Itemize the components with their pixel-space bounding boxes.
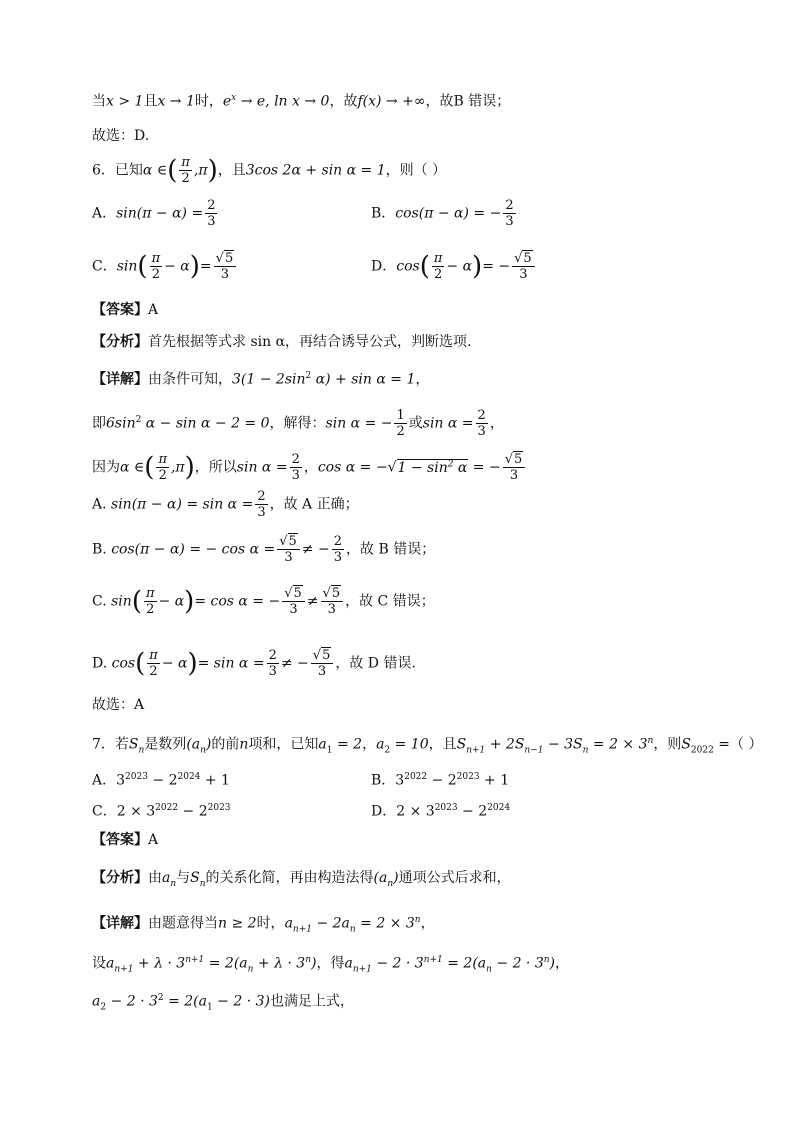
math: = — [199, 258, 212, 275]
math: S — [456, 736, 467, 753]
math: a — [284, 915, 293, 932]
math: − 2 — [147, 772, 178, 789]
text: ，故 D 错误. — [335, 655, 416, 672]
fraction: $\frac{√5}{3}$ — [512, 251, 535, 282]
math: sin α = — [236, 459, 288, 476]
option-c-q7 — [92, 798, 231, 822]
math-sup: x — [231, 93, 237, 103]
fraction: $\frac{2}{3}$ — [257, 489, 266, 520]
math: sin α = — [422, 415, 474, 432]
math: = 10 — [390, 736, 429, 753]
option-label: A． — [92, 772, 117, 789]
text: 或 — [408, 415, 423, 432]
math: 2 × 3 — [396, 803, 435, 820]
math: − 2 · 3 — [491, 955, 544, 972]
math-sup: 2023 — [125, 772, 148, 782]
math: cos α = − — [317, 459, 388, 476]
text: 由 — [148, 870, 162, 886]
detail-tag: 【详解】 — [92, 915, 148, 932]
math: − 2 · 3 — [371, 955, 424, 972]
question-6 — [92, 155, 446, 186]
option-label: C. — [92, 593, 107, 610]
fraction: $\frac{2}{3}$ — [477, 408, 486, 439]
math-sup: 2 — [135, 414, 142, 425]
math: − 3S — [543, 736, 583, 753]
fraction: $\frac{\pi}{2}$ — [145, 586, 155, 617]
math: ) — [549, 955, 555, 972]
math-sup: n — [543, 955, 550, 965]
math: − α — [161, 655, 188, 672]
math: cos — [396, 258, 420, 275]
text: ， — [489, 415, 504, 432]
option-label: D． — [371, 803, 397, 820]
detail-q7 — [92, 910, 435, 939]
text: 是数列 — [144, 736, 187, 753]
math: α ∈ — [142, 162, 168, 179]
math-sup: 2022 — [404, 772, 428, 782]
fraction: $\frac{√5}{3}$ — [277, 534, 300, 565]
math: n ≥ 2 — [218, 915, 257, 932]
math: cos — [111, 655, 136, 672]
math: 3 — [395, 772, 405, 789]
option-b-q7 — [371, 767, 509, 791]
option-b-q6 — [371, 198, 518, 229]
math: = sin α = — [197, 655, 265, 672]
option-label: B. — [92, 541, 107, 558]
text: 的关系化简，再由构造法得 — [205, 870, 374, 886]
option-a-q7 — [92, 767, 230, 791]
math: a — [92, 993, 101, 1010]
math-sub: n — [170, 878, 177, 889]
option-label: A. — [92, 496, 107, 513]
math-sub: 2 — [384, 745, 391, 756]
math-sup: 2023 — [456, 772, 480, 782]
text: 的前 — [211, 736, 240, 753]
math-sub: 1 — [326, 745, 333, 756]
math: a — [318, 736, 327, 753]
math: α ∈ — [120, 459, 145, 476]
math: sin(π − α) = — [116, 205, 204, 222]
math: sin α = − — [325, 415, 393, 432]
radical: $1 - \sin^2 \alpha$ — [397, 458, 468, 476]
fraction: $\frac{√5}{3}$ — [311, 648, 334, 679]
solve-line-1 — [92, 408, 504, 439]
math: + λ · 3 — [253, 955, 306, 972]
math: ) — [205, 736, 212, 753]
detail-q6 — [92, 366, 429, 390]
math-sup: n — [305, 955, 311, 965]
math: − 2 · 3) — [212, 993, 270, 1010]
math: (a — [373, 870, 388, 886]
text: ，故 B 错误； — [346, 541, 436, 558]
text: ，且 — [217, 162, 246, 179]
analysis-q7 — [92, 868, 511, 894]
option-label: D. — [92, 655, 108, 672]
math-sup: 2023 — [434, 803, 458, 813]
text: 即 — [92, 415, 106, 432]
fraction: $\frac{\pi}{2}$ — [433, 251, 443, 282]
math: + λ · 3 — [133, 955, 186, 972]
fraction: $\frac{2}{3}$ — [207, 198, 216, 229]
math: + 1 — [200, 772, 230, 789]
math: = 2(a — [204, 955, 248, 972]
math: a — [162, 870, 171, 886]
text: 且 — [143, 93, 158, 110]
math: n — [239, 736, 249, 753]
math-sub: 1 — [206, 1002, 213, 1013]
math: − 2 — [457, 803, 488, 820]
math: = 2 × 3 — [355, 915, 415, 932]
math: + 2S — [485, 736, 525, 753]
math-sub: 2 — [100, 1002, 107, 1013]
text: 时， — [256, 915, 285, 932]
math: a — [344, 955, 353, 972]
math-sup: n+1 — [185, 955, 205, 965]
answer-q7 — [92, 830, 158, 850]
math-sup: 2022 — [155, 803, 179, 813]
math: e — [222, 93, 232, 110]
select-d-line: 故选：D. — [92, 128, 150, 144]
math: → e, ln x → 0 — [236, 93, 330, 110]
math-sub: n−1 — [524, 745, 544, 756]
fraction: $\frac{\pi}{2}$ — [149, 648, 158, 679]
answer-value: A — [148, 302, 159, 318]
math: = − — [468, 459, 501, 476]
solve-line-2: 因为α ∈( $\frac{\pi}{2}$ ,π)，所以sin α = $\frac{2}{3}$ ，$\cos \alpha = -√1 - \sin^2 \alpha$ = − $\frac{√5}{3}$ — [92, 452, 527, 483]
text: ， — [415, 371, 430, 388]
math: sin(π − α) = sin α = — [111, 496, 254, 513]
math: − 2 — [178, 803, 208, 820]
math: α − sin α − 2 = 0 — [141, 415, 270, 432]
text: ，得 — [316, 955, 345, 972]
line-limit-case — [92, 88, 510, 112]
text: ，故 C 错误； — [345, 593, 435, 610]
analysis-tag: 【分析】 — [92, 334, 148, 350]
fraction: $\frac{1}{2}$ — [396, 408, 405, 439]
text: 由题意得当 — [148, 915, 218, 932]
math-sup: 2023 — [207, 803, 231, 813]
math-sub: 2022 — [690, 745, 714, 756]
text: ，解得： — [269, 415, 326, 432]
fraction: $\frac{√5}{3}$ — [321, 586, 344, 617]
math-sub: n — [247, 964, 254, 975]
math: + 1 — [479, 772, 510, 789]
fraction: $\frac{√5}{3}$ — [214, 251, 237, 282]
math: sin — [111, 593, 132, 610]
text: ，故 A 正确； — [269, 496, 359, 513]
text: 设 — [92, 955, 106, 972]
math-sub: n — [349, 924, 356, 935]
math-sup: 2 — [157, 993, 164, 1003]
math-sup: 2024 — [487, 803, 511, 813]
math: a — [376, 736, 385, 753]
math: S — [128, 736, 139, 753]
text: ， — [555, 955, 569, 972]
math: ≠ − — [280, 655, 309, 672]
math-sub: n+1 — [466, 745, 486, 756]
math-sub: n+1 — [292, 924, 312, 935]
paren: ) — [207, 155, 218, 186]
answer-tag: 【答案】 — [92, 832, 148, 848]
fraction: $\frac{2}{3}$ — [333, 534, 342, 565]
math: (a — [186, 736, 201, 753]
math-sub: n+1 — [352, 964, 372, 975]
solution-c: C. sin( $\frac{\pi}{2}$ − α)= cos α = − $\frac{√5}{3}$ ≠ $\frac{√5}{3}$ ，故 C 错误； — [92, 586, 435, 617]
math: ) — [311, 955, 317, 972]
math-sub: n — [200, 745, 206, 756]
math: x → 1 — [157, 93, 195, 110]
math: S — [190, 870, 200, 886]
math: 3cos 2α + sin α = 1 — [245, 162, 386, 179]
text: 与 — [176, 870, 191, 886]
option-label: D． — [371, 258, 397, 275]
analysis-text: 首先根据等式求 sin α，再结合诱导公式，判断选项. — [148, 334, 472, 350]
text: 因为 — [92, 459, 120, 476]
text: ， — [362, 736, 377, 753]
math: cos(π − α) = − — [395, 205, 502, 222]
select-a-line: 故选：A — [92, 697, 145, 713]
math-sup: 2024 — [177, 772, 201, 782]
construct-line — [92, 950, 569, 979]
math: − 2a — [312, 915, 350, 932]
math: ≠ — [306, 593, 319, 610]
fraction: $\frac{√5}{3}$ — [282, 586, 305, 617]
option-label: A． — [92, 205, 117, 222]
math: − 2 — [427, 772, 457, 789]
fraction: $\frac{2}{3}$ — [505, 198, 514, 229]
text: ，所以 — [194, 459, 237, 476]
option-label: C． — [92, 803, 117, 820]
fraction: $\frac{\pi}{2}$ — [158, 452, 167, 483]
answer-tag: 【答案】 — [92, 302, 148, 318]
solution-b — [92, 534, 435, 565]
solution-d: D. cos( $\frac{\pi}{2}$ − α)= sin α = $\frac{2}{3}$ ≠ − $\frac{√5}{3}$ ，故 D 错误. — [92, 648, 416, 679]
math: ≠ − — [301, 541, 330, 558]
math: − 2 · 3 — [106, 993, 158, 1010]
fraction: $\frac{\pi}{2}$ — [151, 251, 161, 282]
math-sub: n — [199, 878, 206, 889]
analysis-q6 — [92, 332, 471, 352]
fraction: $\frac{\pi}{2}$ — [181, 155, 190, 186]
math: − α — [164, 258, 190, 275]
text: 通项公式后求和， — [398, 870, 511, 886]
answer-q6 — [92, 300, 158, 320]
math-sup: n — [414, 915, 421, 925]
solution-a — [92, 489, 359, 520]
fraction: $\frac{2}{3}$ — [291, 452, 300, 483]
option-d-q7 — [371, 798, 510, 822]
q-label: 7．若 — [92, 736, 129, 753]
analysis-tag: 【分析】 — [92, 870, 148, 886]
math-sup: n — [647, 736, 654, 746]
text: 时， — [194, 93, 223, 110]
math: α) + sin α = 1 — [311, 371, 416, 388]
math: 6sin — [106, 415, 136, 432]
math: = − — [482, 258, 511, 275]
math: a — [106, 955, 115, 972]
option-c-q6: C．sin( $\frac{\pi}{2}$ − α)= $\frac{√5}{3}$ — [92, 251, 238, 282]
option-a-q6 — [92, 198, 219, 229]
text: =（ ） — [713, 736, 763, 753]
math-sub: n — [486, 964, 492, 975]
fraction: $\frac{2}{3}$ — [268, 648, 277, 679]
math: sin — [116, 258, 138, 275]
math: f(x) → +∞ — [357, 93, 426, 110]
detail-tag: 【详解】 — [92, 371, 148, 388]
fraction: $\frac{√5}{3}$ — [503, 452, 526, 483]
math: 3 — [116, 772, 126, 789]
option-label: C． — [92, 258, 117, 275]
text: ，故 — [329, 93, 358, 110]
text: 由条件可知， — [148, 371, 232, 388]
math: S — [681, 736, 691, 753]
math: cos(π − α) = − cos α = — [111, 541, 276, 558]
text: ，故B 错误； — [425, 93, 511, 110]
math: = 2(a — [442, 955, 487, 972]
math: ,π — [170, 459, 185, 476]
text: ， — [420, 915, 435, 932]
math: = 2 — [332, 736, 363, 753]
verify-line — [92, 988, 354, 1017]
math: − α — [446, 258, 473, 275]
math-sub: n — [138, 745, 145, 756]
math: 3(1 − 2sin — [232, 371, 306, 388]
math-sub: n — [582, 745, 589, 756]
option-label: B． — [371, 205, 396, 222]
q-label: 6．已知 — [92, 162, 143, 179]
math: 2 × 3 — [116, 803, 156, 820]
math: = cos α = − — [194, 593, 281, 610]
option-d-q6: D．cos( $\frac{\pi}{2}$ − α)= − $\frac{√5}{3}$ — [371, 251, 537, 282]
math: − α — [158, 593, 185, 610]
paren: ( — [167, 155, 178, 186]
question-7 — [92, 731, 762, 760]
text: ，则 — [653, 736, 682, 753]
math-sub: n — [387, 878, 394, 889]
text: ，则（ ） — [385, 162, 447, 179]
math-sup: n+1 — [423, 955, 443, 965]
text: ， — [303, 459, 318, 476]
math: x > 1 — [106, 93, 144, 110]
text: 也满足上式， — [269, 993, 354, 1010]
option-label: B． — [371, 772, 396, 789]
answer-value: A — [148, 832, 159, 848]
math: ,π — [193, 162, 208, 179]
math: = 2 × 3 — [588, 736, 648, 753]
text: 项和，已知 — [248, 736, 319, 753]
math-sub: n+1 — [114, 964, 134, 975]
math: = 2(a — [163, 993, 207, 1010]
math-sup: 2 — [305, 371, 312, 381]
math: ) — [393, 870, 399, 886]
text: ，且 — [428, 736, 457, 753]
text: 当 — [92, 93, 106, 110]
